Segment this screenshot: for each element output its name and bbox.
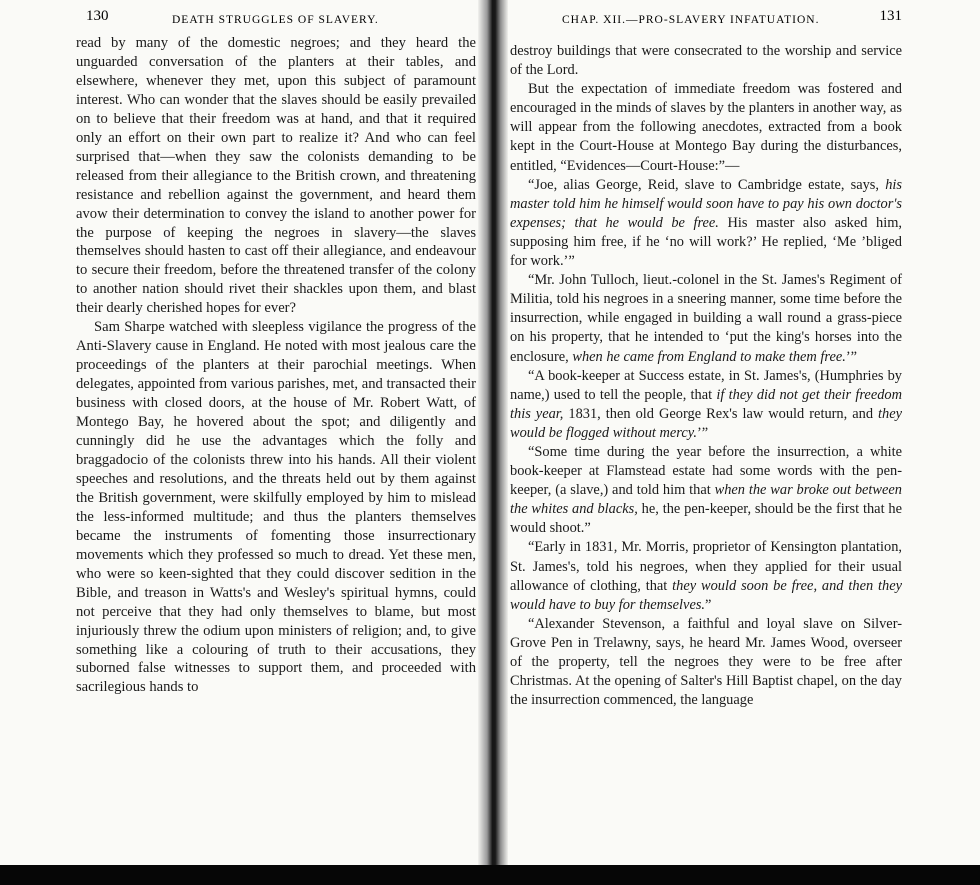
paragraph: “Alexander Stevenson, a faithful and loyal slave on Silver-Grove Pen in Trelawny, says, he heard Mr. James Wood, overseer of the property, tell the negroes they were to be free after Christmas. At the opening of Salter's Hill Baptist chapel, on the day the insurrection commenced, the language [510,615,902,709]
italic-quote: they would be flogged without mercy. [510,405,902,441]
anecdote-text: “Mr. John Tulloch, lieut.-colonel in the St. James's Regiment of Militia, told his negroes in a sneering manner, some time before the insurrection, while engaged in building a wall round a grass-piece on his property, that he intended to ‘put the king's horses into the enclosure, [510,272,902,365]
anecdote-text: His master also asked him, supposing him free, if he ‘no will work?’ He replied, ‘Me ’bliged for work.’” [510,214,902,270]
paragraph: But the expectation of immediate freedom was fostered and encouraged in the minds of slaves by the planters in another way, as will appear from the following anecdotes, extracted from a book kept in the Court-House at Montego Bay during the disturbances, entitled, “Evidences—Court-House:”— [510,81,902,174]
italic-quote: if they did not get their freedom this year, [510,386,902,422]
right-page-header [510,8,902,34]
left-page-body [76,34,476,697]
italic-quote: his master told him he himself would soon have to pay his own doctor's expenses; that he would be free. [510,176,902,231]
anecdote-text: 1831, then old George Rex's law would return, and [563,405,879,422]
anecdote-paragraph [510,367,902,443]
running-head: CHAP. XII.—PRO-SLAVERY INFATUATION. [562,14,820,26]
anecdote-text: “Joe, alias George, Reid, slave to Cambridge estate, says, [528,176,886,193]
anecdote-text: ” [705,596,712,613]
anecdote-text: ’” [845,348,858,365]
italic-quote: when the war broke out between the whites and blacks, [510,482,902,518]
running-head: DEATH STRUGGLES OF SLAVERY. [172,14,379,26]
right-page-body [510,42,902,710]
anecdote-paragraph [510,271,902,366]
right-page [510,8,902,710]
paragraph: read by many of the domestic negroes; and they heard the unguarded conversation of the planters at their tables, and elsewhere, whenever they met, upon this subject of paramount interest. Who can wonder that the slaves should be easily prevailed on to believe that their freedom was at hand, and that it required only an effort on their own part to realize it? And who can feel surprised that—when they saw the colonists demanding to be released from their allegiance to the British crown, and threatening resistance and rebellion against the government, and heard them avow their determination to convey the island to another power for the purpose of keeping the negroes in slavery—the slaves themselves should hasten to cast off their allegiance, and endeavour to secure their freedom, before the threatened transfer of the colony to another nation should rivet their shackles upon them, and blast their dearly cherished hopes for ever? [76,35,476,317]
page-number: 130 [86,8,109,24]
left-page [76,8,476,697]
page-number: 131 [879,8,902,24]
anecdote-paragraph [510,538,902,614]
italic-quote: when he came from England to make them free. [572,348,846,365]
anecdote-paragraph [510,443,902,538]
anecdote-text: “A book-keeper at Success estate, in St. James's, (Humphries by name,) used to tell the people, that [510,367,902,403]
left-page-header [76,8,476,34]
book-gutter [478,0,508,885]
anecdote-text: ’” [696,424,709,441]
anecdote-text: “Early in 1831, Mr. Morris, proprietor of Kensington plantation, St. James's, told his negroes, when they applied for their usual allowance of clothing, that [510,539,902,594]
anecdote-text: “Some time during the year before the insurrection, a white book-keeper at Flamstead estate had some words with the pen-keeper, (a slave,) and told him that [510,443,902,499]
paragraph: Sam Sharpe watched with sleepless vigilance the progress of the Anti-Slavery cause in England. He noted with most jealous care the proceedings of the planters at their parochial meetings. When delegates, appointed from various parishes, met, and transacted their business with closed doors, at the house of Mr. Robert Watt, of Montego Bay, he hovered about the spot; and diligently and cunningly did he use the advantages which the folly and braggadocio of the colonists threw into his hands. All their violent speeches and resolutions, and the threats held out by them against the British government, were skilfully employed by him to mislead the less-informed multitude; and thus the planters themselves became the instruments of fomenting those insurrectionary movements which they professed so much to dread. Yet these men, who were so keen-sighted that they could discover sedition in the Bible, and treason in Watts's and Wesley's spiritual hymns, could not perceive that they had only themselves to blame, but most injuriously threw the odium upon ministers of religion; and, to give something like a colouring of truth to their accusations, they suborned false witnesses to support them, and proceeded with sacrilegious hands to [76,319,476,696]
italic-quote: they would soon be free, and then they would have to buy for themselves. [510,577,902,613]
anecdote-paragraph [510,176,902,271]
anecdote-text: he, the pen-keeper, should be the first that he would shoot.” [510,501,902,537]
paragraph: destroy buildings that were consecrated to the worship and service of the Lord. [510,43,902,79]
scan-edge [0,865,980,885]
